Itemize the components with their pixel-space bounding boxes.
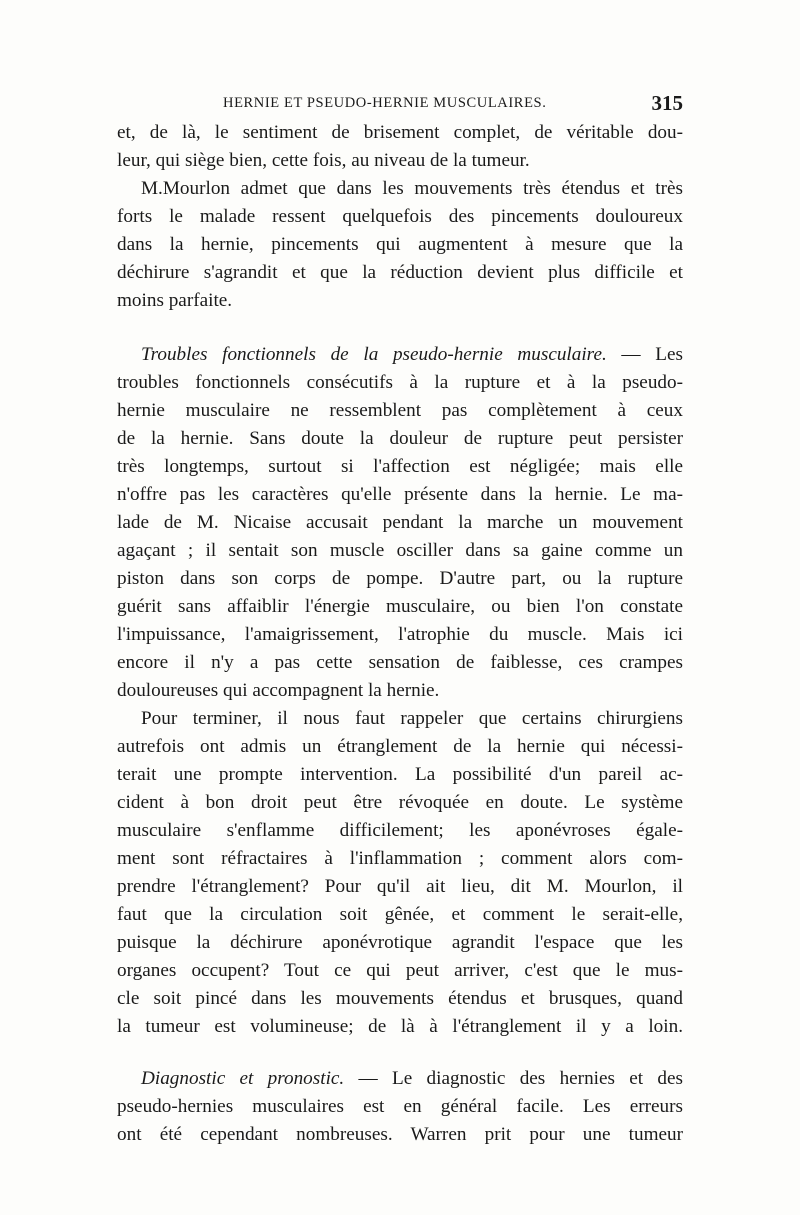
text-line: encore il n'y a pas cette sensation de faiblesse, ces crampes <box>117 652 683 673</box>
text-line: dans la hernie, pincements qui augmentent à mesure que la <box>117 234 683 255</box>
page-number: 315 <box>651 91 683 115</box>
text-line: terait une prompte intervention. La possibilité d'un pareil ac- <box>117 764 683 785</box>
section-heading-line <box>117 1065 683 1093</box>
section-spacer <box>117 315 683 341</box>
text-line: organes occupent? Tout ce qui peut arriver, c'est que le mus- <box>117 960 683 981</box>
text-line: et, de là, le sentiment de brisement complet, de véritable dou- <box>117 122 683 143</box>
text-line: déchirure s'agrandit et que la réduction devient plus difficile et <box>117 262 683 283</box>
text-line: guérit sans affaiblir l'énergie musculaire, ou bien l'on constate <box>117 596 683 617</box>
text-line: hernie musculaire ne ressemblent pas complètement à ceux <box>117 400 683 421</box>
text-line: de la hernie. Sans doute la douleur de rupture peut persister <box>117 428 683 449</box>
text-line: très longtemps, surtout si l'affection est négligée; mais elle <box>117 456 683 477</box>
text-line: la tumeur est volumineuse; de là à l'étranglement il y a loin. <box>117 1016 683 1037</box>
text-line: lade de M. Nicaise accusait pendant la marche un mouvement <box>117 512 683 533</box>
text-line: leur, qui siège bien, cette fois, au niveau de la tumeur. <box>117 150 530 171</box>
text-line: Pour terminer, il nous faut rappeler que certains chirurgiens <box>141 708 683 729</box>
running-title: HERNIE ET PSEUDO-HERNIE MUSCULAIRES. <box>223 95 547 111</box>
text-line: piston dans son corps de pompe. D'autre part, ou la rupture <box>117 568 683 589</box>
body-text <box>117 119 683 1149</box>
section-spacer <box>117 1041 683 1065</box>
text-line: agaçant ; il sentait son muscle osciller dans sa gaine comme un <box>117 540 683 561</box>
running-header <box>117 91 683 115</box>
text-line: n'offre pas les caractères qu'elle présente dans la hernie. Le ma- <box>117 484 683 505</box>
text-line: puisque la déchirure aponévrotique agrandit l'espace que les <box>117 932 683 953</box>
text-line: pseudo-hernies musculaires est en général facile. Les erreurs <box>117 1096 683 1117</box>
text-line: musculaire s'enflamme difficilement; les aponévroses égale- <box>117 820 683 841</box>
text-line: prendre l'étranglement? Pour qu'il ait lieu, dit M. Mourlon, il <box>117 876 683 897</box>
text-line: l'impuissance, l'amaigrissement, l'atrophie du muscle. Mais ici <box>117 624 683 645</box>
section-heading-line <box>117 341 683 369</box>
text-line: autrefois ont admis un étranglement de la hernie qui nécessi- <box>117 736 683 757</box>
text-line: forts le malade ressent quelquefois des pincements douloureux <box>117 206 683 227</box>
text-line: moins parfaite. <box>117 290 233 311</box>
text-line: ment sont réfractaires à l'inflammation ; comment alors com- <box>117 848 683 869</box>
text-line: cident à bon droit peut être révoquée en doute. Le système <box>117 792 683 813</box>
section-heading-rest: — Les <box>606 344 683 365</box>
section-heading-diagnostic: Diagnostic et pronostic. <box>141 1068 345 1089</box>
text-line: ont été cependant nombreuses. Warren prit pour une tumeur <box>117 1124 683 1145</box>
section-heading-rest: — Le diagnostic des hernies et des <box>344 1068 683 1089</box>
text-line: douloureuses qui accompagnent la hernie. <box>117 680 440 701</box>
text-line: troubles fonctionnels consécutifs à la rupture et à la pseudo- <box>117 372 683 393</box>
text-line: M.Mourlon admet que dans les mouvements très étendus et très <box>141 178 683 199</box>
text-line: cle soit pincé dans les mouvements étendus et brusques, quand <box>117 988 683 1009</box>
text-line: faut que la circulation soit gênée, et comment le serait-elle, <box>117 904 683 925</box>
section-heading-troubles: Troubles fonctionnels de la pseudo-hernie musculaire. <box>141 344 607 365</box>
